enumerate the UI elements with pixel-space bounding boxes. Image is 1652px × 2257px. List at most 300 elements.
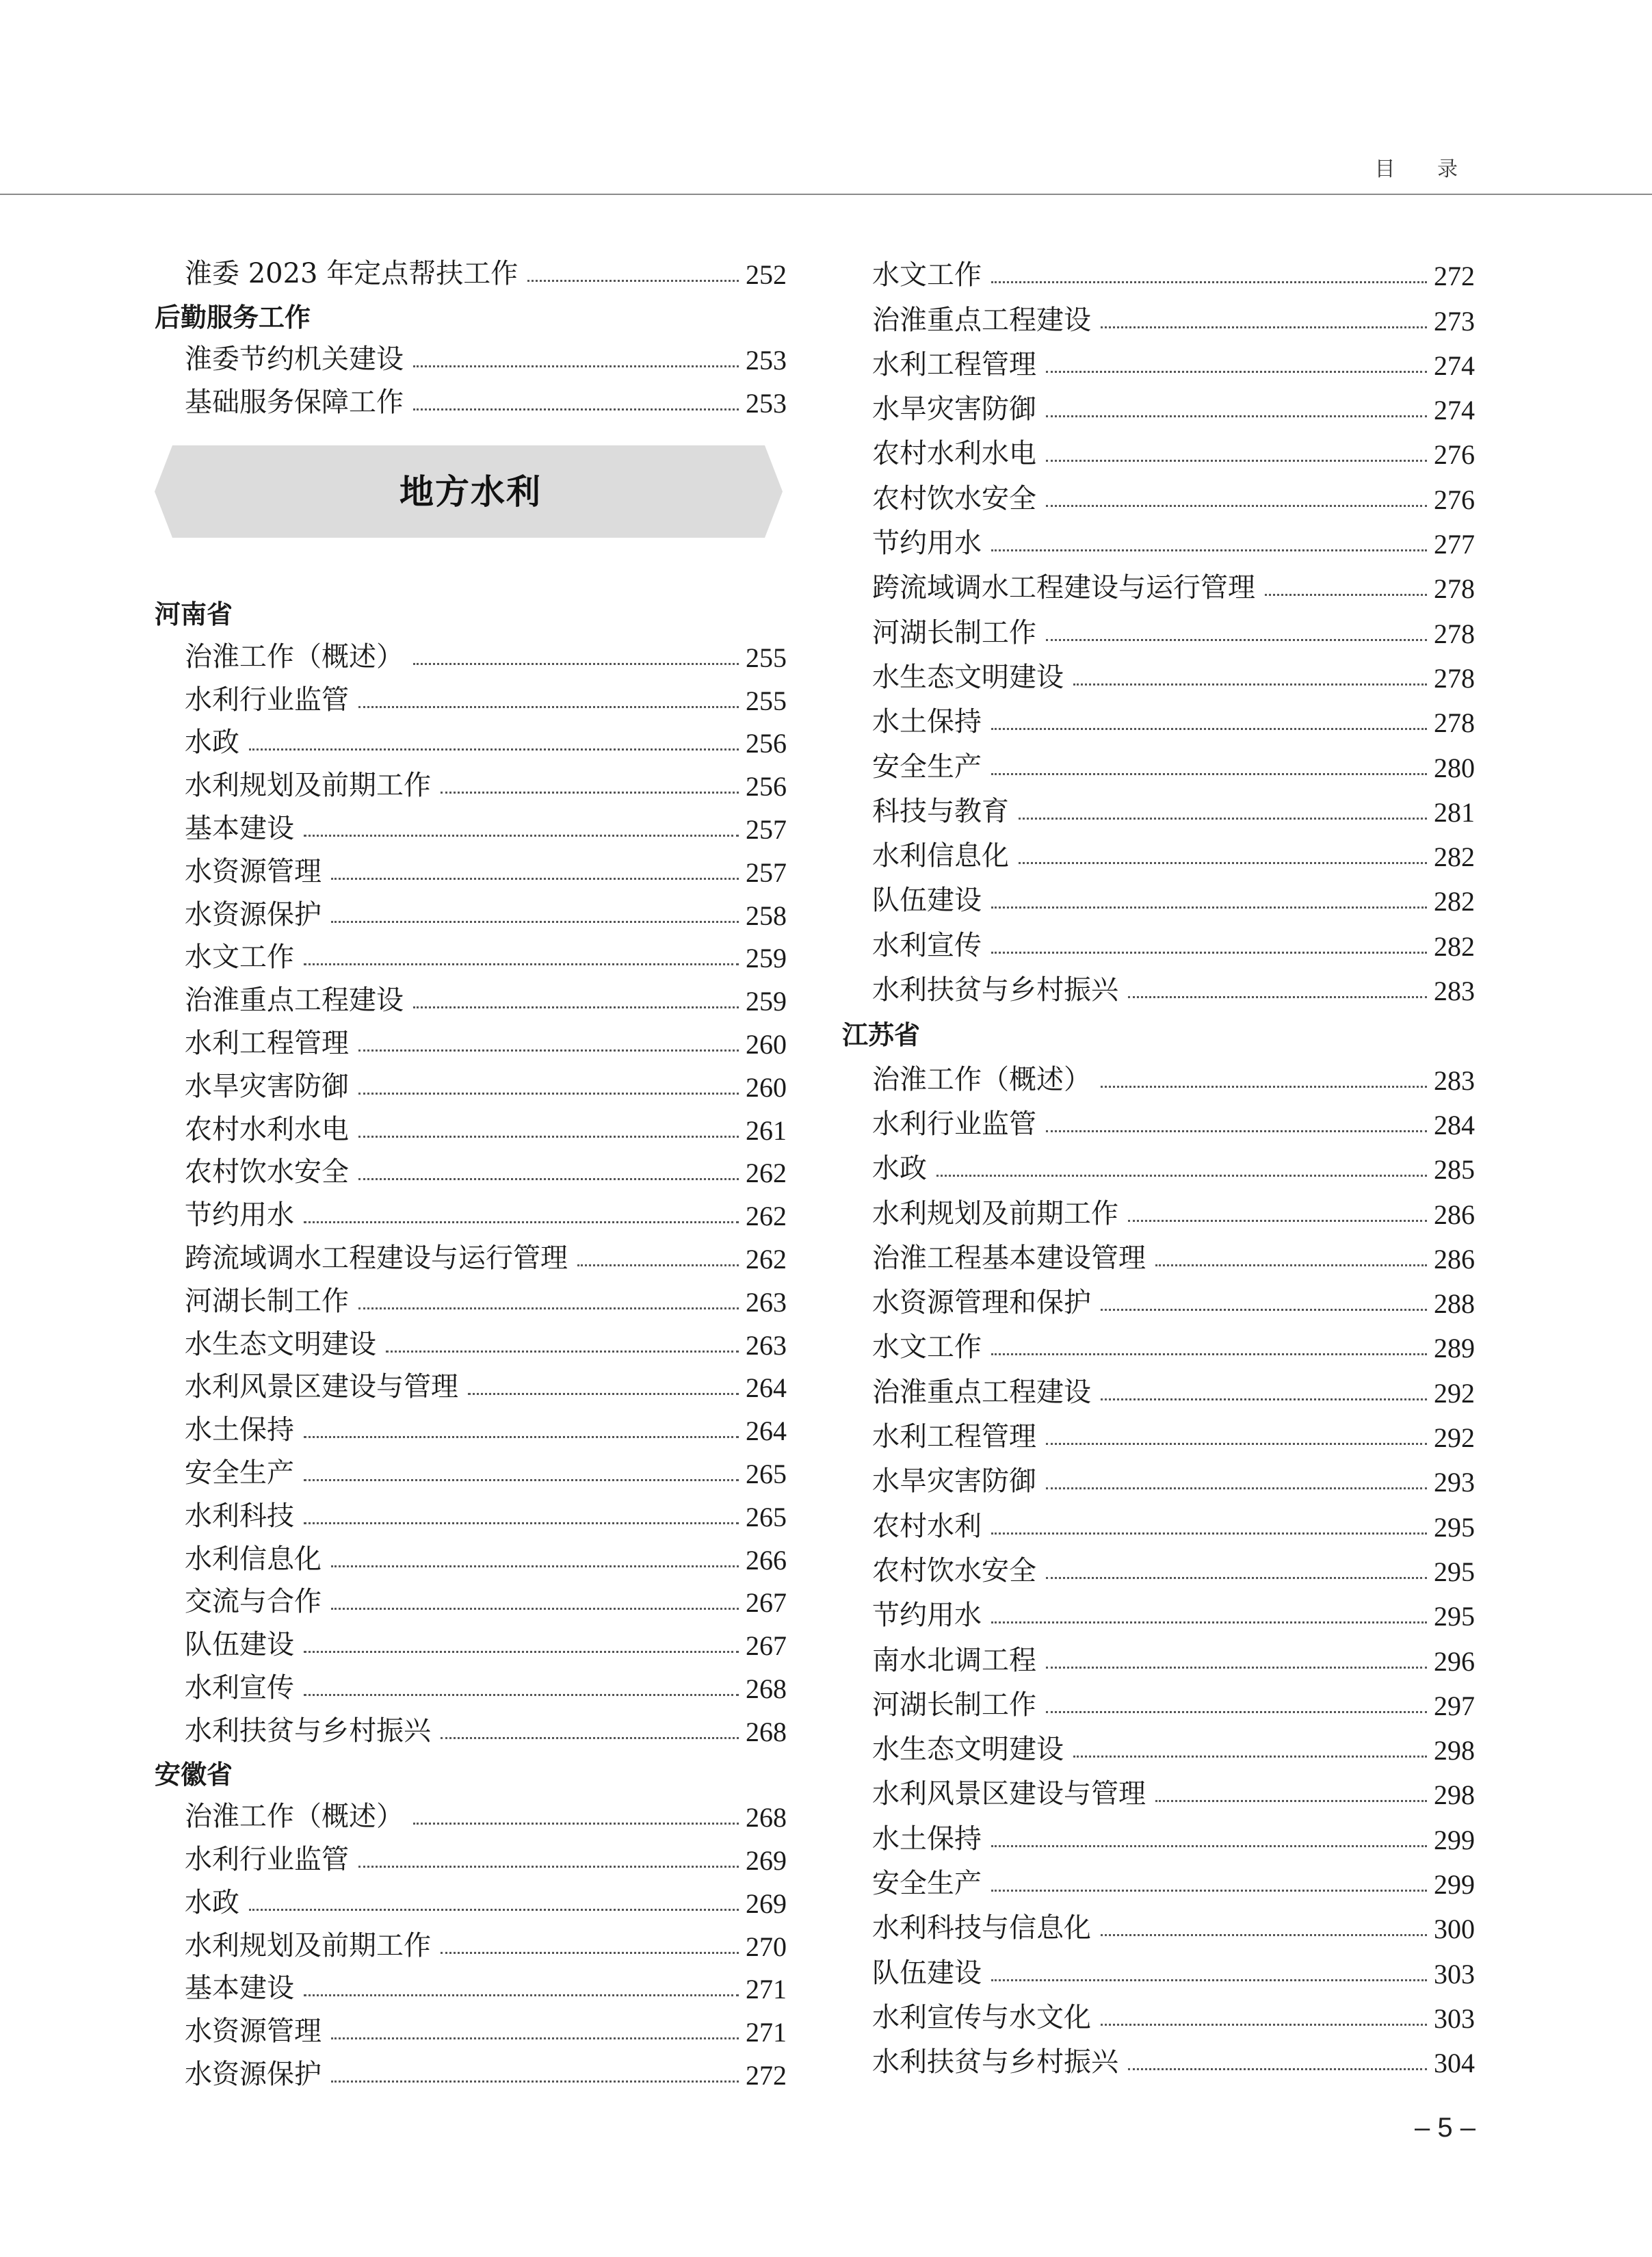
entry-page-number: 286 <box>1434 1243 1475 1275</box>
toc-entry[interactable] <box>842 1186 1475 1230</box>
entry-page-number: 268 <box>746 1716 787 1747</box>
entry-title: 科技与教育 <box>872 795 1009 827</box>
entry-page-number: 261 <box>746 1114 787 1146</box>
dot-leader <box>936 1175 1427 1177</box>
entry-title: 淮委节约机关建设 <box>185 343 404 376</box>
toc-entry[interactable] <box>155 803 787 846</box>
entry-page-number: 278 <box>1434 707 1475 739</box>
entry-page-number: 295 <box>1434 1511 1475 1543</box>
toc-entry[interactable] <box>155 1447 787 1490</box>
entry-page-number: 269 <box>746 1845 787 1877</box>
toc-entry[interactable] <box>842 1364 1475 1409</box>
entry-title: 水资源保护 <box>185 898 322 930</box>
entry-page-number: 303 <box>1434 1958 1475 1989</box>
toc-entry[interactable] <box>155 717 787 760</box>
entry-page-number: 292 <box>1434 1422 1475 1454</box>
entry-page-number: 299 <box>1434 1824 1475 1855</box>
entry-page-number: 266 <box>746 1544 787 1576</box>
toc-entry[interactable] <box>842 963 1475 1007</box>
entry-title: 治淮工作（概述） <box>185 1801 404 1833</box>
entry-title: 水利规划及前期工作 <box>185 1929 431 1961</box>
entry-title: 农村水利 <box>872 1510 982 1542</box>
toc-entry[interactable] <box>155 1147 787 1190</box>
entry-title: 基本建设 <box>185 1972 294 2005</box>
entry-title: 队伍建设 <box>872 885 982 917</box>
entry-title: 水政 <box>872 1153 927 1185</box>
dot-leader <box>991 1621 1427 1623</box>
toc-entry[interactable] <box>842 1945 1475 1989</box>
toc-entry[interactable] <box>842 1231 1475 1275</box>
toc-entry[interactable] <box>842 917 1475 962</box>
dot-leader <box>1046 1711 1427 1713</box>
entry-title: 水利扶贫与乡村振兴 <box>872 974 1118 1006</box>
toc-entry[interactable] <box>155 1877 787 1920</box>
entry-page-number: 264 <box>746 1372 787 1404</box>
group-title: 江苏省 <box>842 1020 921 1051</box>
dot-leader <box>1019 818 1427 820</box>
toc-entry[interactable] <box>155 846 787 889</box>
dot-leader <box>331 1608 739 1610</box>
entry-page-number: 265 <box>746 1501 787 1532</box>
dot-leader <box>1101 326 1427 328</box>
entry-page-number: 274 <box>1434 350 1475 381</box>
entry-page-number: 276 <box>1434 484 1475 515</box>
toc-entry[interactable] <box>155 1791 787 1834</box>
entry-page-number: 300 <box>1434 1914 1475 1945</box>
entry-title: 水生态文明建设 <box>185 1328 376 1360</box>
toc-entry[interactable] <box>842 1320 1475 1364</box>
toc-entry[interactable] <box>842 560 1475 605</box>
entry-title: 安全生产 <box>872 1867 982 1899</box>
entry-page-number: 269 <box>746 1888 787 1919</box>
entry-page-number: 285 <box>1434 1154 1475 1186</box>
entry-title: 水旱灾害防御 <box>872 1465 1036 1498</box>
toc-entry[interactable] <box>155 1662 787 1705</box>
entry-title: 水利科技 <box>185 1500 294 1532</box>
toc-entry[interactable] <box>842 2035 1475 2079</box>
entry-title: 安全生产 <box>872 751 982 783</box>
dot-leader <box>304 1436 739 1438</box>
dot-leader <box>386 1351 739 1353</box>
toc-group-heading <box>842 1007 1475 1052</box>
entry-title: 河湖长制工作 <box>872 616 1036 649</box>
dot-leader <box>1046 1130 1427 1132</box>
entry-page-number: 272 <box>746 2060 787 2091</box>
entry-page-number: 253 <box>746 388 787 419</box>
toc-entry[interactable] <box>842 829 1475 873</box>
group-title: 安徽省 <box>155 1759 233 1790</box>
dot-leader <box>304 1221 739 1223</box>
dot-leader <box>358 1307 739 1309</box>
dot-leader <box>1101 1086 1427 1088</box>
entry-page-number: 281 <box>1434 796 1475 828</box>
entry-page-number: 299 <box>1434 1868 1475 1900</box>
toc-entry[interactable] <box>155 889 787 932</box>
dot-leader <box>331 2037 739 2039</box>
dot-leader <box>441 1737 739 1739</box>
dot-leader <box>304 1479 739 1481</box>
entry-page-number: 262 <box>746 1158 787 1189</box>
entry-page-number: 276 <box>1434 439 1475 471</box>
entry-title: 农村饮水安全 <box>872 1554 1036 1587</box>
toc-entry[interactable] <box>155 1318 787 1361</box>
toc-entry[interactable] <box>155 248 787 291</box>
entry-page-number: 277 <box>1434 529 1475 560</box>
toc-left-column <box>155 248 787 2091</box>
dot-leader <box>991 1979 1427 1981</box>
dot-leader <box>1073 1756 1427 1758</box>
toc-entry[interactable] <box>842 382 1475 426</box>
entry-title: 治淮工作（概述） <box>872 1063 1091 1095</box>
entry-title: 水土保持 <box>872 1823 982 1855</box>
entry-page-number: 292 <box>1434 1377 1475 1409</box>
toc-entry[interactable] <box>155 1920 787 1963</box>
dot-leader <box>991 952 1427 954</box>
entry-title: 水文工作 <box>185 941 294 974</box>
entry-page-number: 264 <box>746 1415 787 1447</box>
entry-title: 南水北调工程 <box>872 1644 1036 1676</box>
dot-leader <box>249 748 739 751</box>
entry-title: 交流与合作 <box>185 1586 322 1618</box>
dot-leader <box>1128 2068 1427 2070</box>
dot-leader <box>1046 460 1427 462</box>
toc-entry[interactable] <box>842 1543 1475 1588</box>
toc-entry[interactable] <box>842 248 1475 292</box>
toc-entry[interactable] <box>155 1060 787 1104</box>
entry-title: 农村饮水安全 <box>872 482 1036 514</box>
dot-leader <box>468 1393 739 1395</box>
dot-leader <box>413 408 739 410</box>
entry-page-number: 262 <box>746 1201 787 1232</box>
entry-title: 水利宣传 <box>185 1671 294 1704</box>
page-number: – 5 – <box>1415 2113 1476 2143</box>
dot-leader <box>441 792 739 794</box>
toc-entry[interactable] <box>155 1404 787 1447</box>
entry-page-number: 278 <box>1434 662 1475 694</box>
toc-entry[interactable] <box>842 426 1475 471</box>
dot-leader <box>413 365 739 367</box>
dot-leader <box>304 963 739 965</box>
entry-page-number: 283 <box>1434 1065 1475 1096</box>
dot-leader <box>527 280 739 282</box>
toc-group-heading <box>155 1748 787 1791</box>
entry-title: 农村水利水电 <box>185 1113 349 1145</box>
dot-leader <box>991 1353 1427 1355</box>
toc-entry[interactable] <box>155 1275 787 1318</box>
toc-entry[interactable] <box>842 1990 1475 2035</box>
section-title: 地方水利 <box>399 471 542 512</box>
toc-entry[interactable] <box>155 1104 787 1147</box>
toc-entry[interactable] <box>155 334 787 377</box>
toc-entry[interactable] <box>155 376 787 419</box>
toc-entry[interactable] <box>842 784 1475 829</box>
entry-page-number: 283 <box>1434 976 1475 1007</box>
entry-title: 水利行业监管 <box>872 1108 1036 1140</box>
toc-entry[interactable] <box>842 1097 1475 1141</box>
entry-page-number: 262 <box>746 1243 787 1275</box>
dot-leader <box>1046 1487 1427 1489</box>
entry-title: 水利信息化 <box>872 840 1009 872</box>
toc-entry[interactable] <box>155 674 787 717</box>
toc-entry[interactable] <box>155 2005 787 2048</box>
toc-group-heading <box>155 291 787 334</box>
entry-title: 治淮重点工程建设 <box>872 304 1091 336</box>
entry-page-number: 257 <box>746 813 787 845</box>
dot-leader <box>358 1178 739 1180</box>
toc-entry[interactable] <box>155 1705 787 1748</box>
toc-entry[interactable] <box>155 1963 787 2006</box>
dot-leader <box>1101 2024 1427 2026</box>
dot-leader <box>249 1909 739 1911</box>
entry-page-number: 278 <box>1434 618 1475 649</box>
toc-entry[interactable] <box>155 631 787 674</box>
toc-entry[interactable] <box>155 1533 787 1576</box>
entry-page-number: 282 <box>1434 886 1475 917</box>
toc-entry[interactable] <box>842 1052 1475 1096</box>
dot-leader <box>304 1522 739 1524</box>
entry-page-number: 265 <box>746 1458 787 1489</box>
dot-leader <box>991 728 1427 730</box>
dot-leader <box>1101 1398 1427 1400</box>
dot-leader <box>991 906 1427 909</box>
toc-entry[interactable] <box>155 1189 787 1232</box>
entry-title: 河湖长制工作 <box>872 1688 1036 1721</box>
entry-title: 水利扶贫与乡村振兴 <box>872 2046 1118 2078</box>
toc-entry[interactable] <box>842 650 1475 694</box>
toc-entry[interactable] <box>842 1678 1475 1722</box>
entry-page-number: 257 <box>746 857 787 888</box>
entry-page-number: 252 <box>746 259 787 290</box>
entry-page-number: 268 <box>746 1802 787 1834</box>
page-header-title: 目 录 <box>1374 157 1476 181</box>
dot-leader <box>1101 1934 1427 1936</box>
dot-leader <box>1101 1309 1427 1311</box>
dot-leader <box>304 835 739 837</box>
entry-title: 水利工程管理 <box>872 1421 1036 1453</box>
toc-right-column <box>842 248 1475 2079</box>
entry-title: 跨流域调水工程建设与运行管理 <box>872 572 1255 604</box>
toc-entry[interactable] <box>155 1017 787 1060</box>
entry-page-number: 267 <box>746 1630 787 1662</box>
entry-page-number: 303 <box>1434 2002 1475 2034</box>
entry-title: 水利行业监管 <box>185 683 349 716</box>
entry-page-number: 260 <box>746 1028 787 1060</box>
entry-title: 水生态文明建设 <box>872 1734 1064 1766</box>
entry-title: 基础服务保障工作 <box>185 387 404 419</box>
dot-leader <box>1046 639 1427 641</box>
entry-title: 水资源管理 <box>185 2015 322 2048</box>
toc-entry[interactable] <box>842 337 1475 382</box>
toc-entry[interactable] <box>842 1588 1475 1632</box>
toc-entry[interactable] <box>155 1232 787 1275</box>
entry-title: 水利宣传 <box>872 929 982 961</box>
entry-title: 水旱灾害防御 <box>872 393 1036 426</box>
entry-page-number: 304 <box>1434 2048 1475 2079</box>
entry-page-number: 253 <box>746 345 787 376</box>
toc-entry[interactable] <box>842 605 1475 649</box>
entry-title: 水利风景区建设与管理 <box>185 1371 458 1403</box>
dot-leader <box>331 1565 739 1567</box>
entry-title: 水利信息化 <box>185 1543 322 1575</box>
dot-leader <box>304 1651 739 1653</box>
dot-leader <box>1073 683 1427 686</box>
entry-title: 水资源管理 <box>185 855 322 887</box>
dot-leader <box>1046 371 1427 373</box>
entry-title: 基本建设 <box>185 812 294 844</box>
toc-entry[interactable] <box>155 1361 787 1405</box>
entry-page-number: 259 <box>746 986 787 1017</box>
entry-page-number: 268 <box>746 1673 787 1704</box>
dot-leader <box>1265 594 1427 596</box>
toc-entry[interactable] <box>155 759 787 803</box>
entry-page-number: 258 <box>746 900 787 931</box>
entry-title: 水利风景区建设与管理 <box>872 1778 1146 1810</box>
toc-entry[interactable] <box>842 1632 1475 1677</box>
entry-title: 水资源保护 <box>185 2059 322 2091</box>
dot-leader <box>577 1264 739 1266</box>
toc-entry[interactable] <box>155 2048 787 2091</box>
entry-page-number: 296 <box>1434 1645 1475 1677</box>
entry-page-number: 297 <box>1434 1690 1475 1721</box>
toc-entry[interactable] <box>842 694 1475 739</box>
dot-leader <box>991 1845 1427 1847</box>
dot-leader <box>331 2080 739 2083</box>
entry-title: 节约用水 <box>872 527 982 560</box>
entry-page-number: 260 <box>746 1071 787 1103</box>
entry-page-number: 255 <box>746 642 787 673</box>
toc-entry[interactable] <box>842 1766 1475 1811</box>
entry-title: 水利规划及前期工作 <box>185 770 431 802</box>
dot-leader <box>991 1532 1427 1535</box>
entry-title: 水文工作 <box>872 259 982 291</box>
dot-leader <box>991 549 1427 551</box>
entry-title: 水利宣传与水文化 <box>872 2001 1091 2033</box>
dot-leader <box>1046 1667 1427 1669</box>
entry-title: 水土保持 <box>872 706 982 738</box>
section-banner <box>155 445 787 538</box>
entry-page-number: 298 <box>1434 1779 1475 1811</box>
toc-entry[interactable] <box>842 739 1475 783</box>
entry-title: 节约用水 <box>185 1199 294 1231</box>
dot-leader <box>1046 505 1427 507</box>
dot-leader <box>358 1866 739 1868</box>
entry-title: 水利行业监管 <box>185 1844 349 1876</box>
dot-leader <box>331 878 739 880</box>
toc-entry[interactable] <box>842 1811 1475 1855</box>
entry-title: 水土保持 <box>185 1414 294 1446</box>
entry-title: 水利规划及前期工作 <box>872 1197 1118 1229</box>
entry-page-number: 295 <box>1434 1601 1475 1632</box>
entry-page-number: 259 <box>746 943 787 974</box>
toc-entry[interactable] <box>842 516 1475 560</box>
entry-page-number: 273 <box>1434 305 1475 337</box>
toc-entry[interactable] <box>842 292 1475 337</box>
entry-page-number: 270 <box>746 1931 787 1962</box>
entry-title: 治淮重点工程建设 <box>872 1376 1091 1408</box>
dot-leader <box>1046 1443 1427 1445</box>
dot-leader <box>1128 1220 1427 1222</box>
entry-page-number: 271 <box>746 2017 787 2048</box>
entry-page-number: 267 <box>746 1587 787 1619</box>
dot-leader <box>441 1952 739 1954</box>
toc-entry[interactable] <box>155 974 787 1017</box>
entry-page-number: 293 <box>1434 1467 1475 1498</box>
entry-page-number: 263 <box>746 1329 787 1361</box>
entry-page-number: 255 <box>746 685 787 716</box>
entry-page-number: 256 <box>746 728 787 759</box>
entry-title: 队伍建设 <box>185 1629 294 1661</box>
entry-page-number: 272 <box>1434 261 1475 292</box>
dot-leader <box>413 1006 739 1008</box>
entry-page-number: 298 <box>1434 1735 1475 1766</box>
entry-title: 农村饮水安全 <box>185 1156 349 1188</box>
dot-leader <box>358 1093 739 1095</box>
entry-page-number: 282 <box>1434 930 1475 962</box>
entry-title: 水利工程管理 <box>872 348 1036 380</box>
dot-leader <box>1046 1577 1427 1579</box>
dot-leader <box>358 1136 739 1138</box>
toc-entry[interactable] <box>842 1454 1475 1498</box>
toc-entry[interactable] <box>842 1856 1475 1901</box>
entry-page-number: 288 <box>1434 1288 1475 1320</box>
dot-leader <box>304 1694 739 1696</box>
toc-entry[interactable] <box>155 1490 787 1533</box>
entry-title: 河湖长制工作 <box>185 1285 349 1317</box>
toc-entry[interactable] <box>842 1722 1475 1766</box>
toc-entry[interactable] <box>155 1619 787 1662</box>
toc-entry[interactable] <box>842 1141 1475 1186</box>
toc-entry[interactable] <box>155 1834 787 1877</box>
toc-entry[interactable] <box>842 1498 1475 1543</box>
entry-title: 节约用水 <box>872 1600 982 1632</box>
toc-entry[interactable] <box>842 1901 1475 1945</box>
dot-leader <box>358 1049 739 1052</box>
dot-leader <box>304 1994 739 1996</box>
dot-leader <box>1155 1800 1427 1802</box>
dot-leader <box>1128 996 1427 998</box>
entry-title: 安全生产 <box>185 1457 294 1489</box>
entry-page-number: 289 <box>1434 1333 1475 1364</box>
toc-entry[interactable] <box>842 1409 1475 1454</box>
group-title: 河南省 <box>155 599 233 629</box>
toc-entry[interactable] <box>155 1576 787 1619</box>
entry-title: 水政 <box>185 727 239 759</box>
toc-entry[interactable] <box>842 471 1475 515</box>
entry-title: 农村水利水电 <box>872 438 1036 470</box>
dot-leader <box>991 281 1427 283</box>
entry-page-number: 295 <box>1434 1556 1475 1587</box>
entry-title: 水文工作 <box>872 1331 982 1364</box>
dot-leader <box>331 921 739 923</box>
entry-title: 水资源管理和保护 <box>872 1287 1091 1319</box>
toc-entry[interactable] <box>155 932 787 975</box>
entry-title: 治淮工程基本建设管理 <box>872 1242 1146 1274</box>
toc-entry[interactable] <box>842 1275 1475 1320</box>
toc-entry[interactable] <box>842 873 1475 917</box>
entry-title: 队伍建设 <box>872 1957 982 1989</box>
entry-title: 治淮重点工程建设 <box>185 984 404 1017</box>
dot-leader <box>1046 415 1427 417</box>
dot-leader <box>1019 862 1427 864</box>
entry-page-number: 286 <box>1434 1199 1475 1230</box>
entry-title: 水利扶贫与乡村振兴 <box>185 1714 431 1747</box>
dot-leader <box>991 773 1427 775</box>
entry-title: 水政 <box>185 1886 239 1918</box>
entry-page-number: 256 <box>746 771 787 803</box>
header-divider <box>0 194 1652 195</box>
group-title: 后勤服务工作 <box>155 302 311 332</box>
entry-title: 治淮工作（概述） <box>185 640 404 673</box>
